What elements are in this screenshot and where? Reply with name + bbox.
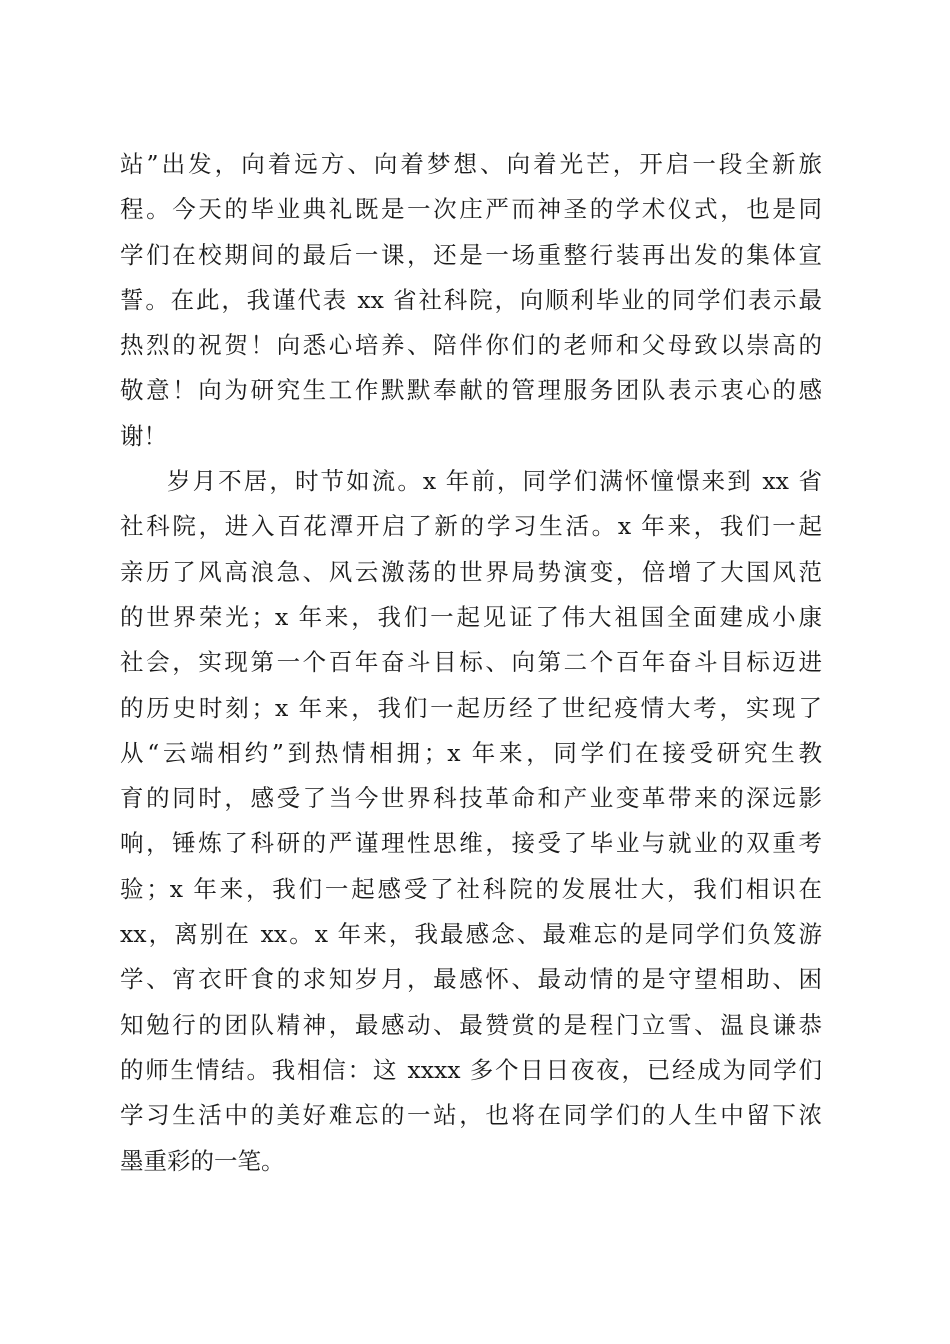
paragraph-1: [120, 142, 822, 459]
text-line: 敬意！向为研究生工作默默奉献的管理服务团队表示衷心的感: [120, 376, 822, 405]
text-line: 程。今天的毕业典礼既是一次庄严而神圣的学术仪式，也是同: [120, 195, 822, 224]
text-line: 学、宵衣旰食的求知岁月，最感怀、最动情的是守望相助、困: [120, 965, 822, 994]
text-line: 岁月不居，时节如流。x 年前，同学们满怀憧憬来到 xx 省: [167, 467, 822, 496]
text-line: 的师生情结。我相信：这 xxxx 多个日日夜夜，已经成为同学们: [120, 1055, 822, 1084]
text-line: 学们在校期间的最后一课，还是一场重整行装再出发的集体宣: [120, 240, 822, 269]
paragraph-2: [120, 459, 822, 1184]
text-line: 墨重彩的一笔。: [120, 1146, 285, 1175]
body-text: [120, 142, 822, 1184]
text-line: xx，离别在 xx。x 年来，我最感念、最难忘的是同学们负笈游: [120, 920, 822, 949]
text-line: 的世界荣光；x 年来，我们一起见证了伟大祖国全面建成小康: [120, 602, 822, 631]
text-line: 社科院，进入百花潭开启了新的学习生活。x 年来，我们一起: [120, 512, 822, 541]
text-line: 验；x 年来，我们一起感受了社科院的发展壮大，我们相识在: [120, 874, 822, 903]
text-line: 从“云端相约”到热情相拥；x 年来，同学们在接受研究生教: [120, 738, 822, 767]
text-line: 的历史时刻；x 年来，我们一起历经了世纪疫情大考，实现了: [120, 693, 822, 722]
text-line: 誓。在此，我谨代表 xx 省社科院，向顺利毕业的同学们表示最: [120, 285, 822, 314]
text-line: 谢！: [120, 421, 167, 450]
text-line: 亲历了风高浪急、风云激荡的世界局势演变，倍增了大国风范: [120, 557, 822, 586]
text-line: 社会，实现第一个百年奋斗目标、向第二个百年奋斗目标迈进: [120, 648, 822, 677]
text-line: 站”出发，向着远方、向着梦想、向着光芒，开启一段全新旅: [120, 150, 822, 178]
text-line: 育的同时，感受了当今世界科技革命和产业变革带来的深远影: [120, 784, 822, 813]
text-line: 学习生活中的美好难忘的一站，也将在同学们的人生中留下浓: [120, 1101, 822, 1130]
text-line: 响，锤炼了科研的严谨理性思维，接受了毕业与就业的双重考: [120, 829, 822, 858]
text-line: 热烈的祝贺！向悉心培养、陪伴你们的老师和父母致以崇高的: [120, 331, 822, 360]
text-line: 知勉行的团队精神，最感动、最赞赏的是程门立雪、温良谦恭: [120, 1010, 822, 1039]
